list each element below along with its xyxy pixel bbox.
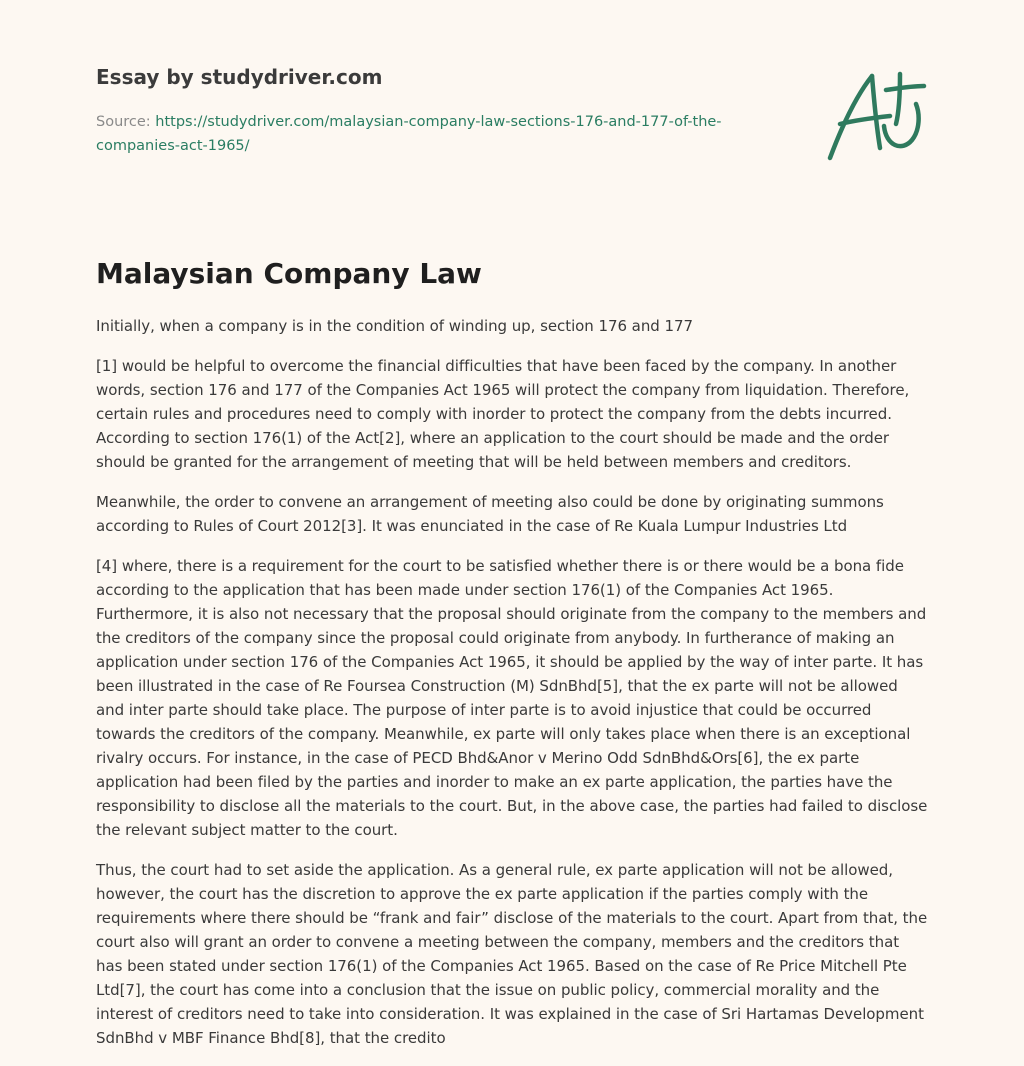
brand-title: Essay by studydriver.com [96, 65, 383, 89]
paragraph: Thus, the court had to set aside the application. As a general rule, ex parte application will not be allowed, however, the court has the discretion to approve the ex parte application if the parties comply with the requirements where there should be “frank and fair” disclose of the materials to the court. Apart from that, the court also will grant an order to convene a meeting between the company, members and the creditors that has been stated under section 176(1) of the Companies Act 1965. Based on the case of Re Price Mitchell Pte Ltd[7], the court has come into a conclusion that the issue on public policy, commercial morality and the interest of creditors need to take into consideration. It was explained in the case of Sri Hartamas Development SdnBhd v MBF Finance Bhd[8], that the credito [96, 861, 928, 1047]
source-link[interactable]: https://studydriver.com/malaysian-company-law-sections-176-and-177-of-the-companies-act-1965/ [96, 114, 722, 154]
paragraph: [4] where, there is a requirement for the court to be satisfied whether there is or there would be a bona fide according to the application that has been made under section 176(1) of the Companies Act 1965. Furthermore, it is also not necessary that the proposal should originate from the company to the members and the creditors of the company since the proposal could originate from anybody. In furtherance of making an application under section 176 of the Companies Act 1965, it should be applied by the way of inter parte. It has been illustrated in the case of Re Foursea Construction (M) SdnBhd[5], that the ex parte will not be allowed and inter parte should take place. The purpose of inter parte is to avoid injustice that could be occurred towards the creditors of the company. Meanwhile, ex parte will only takes place when there is an exceptional rivalry occurs. For instance, in the case of PECD Bhd&Anor v Merino Odd SdnBhd&Ors[6], the ex parte application had been filed by the parties and inorder to make an ex parte application, the parties have the responsibility to disclose all the materials to the court. But, in the above case, the parties had failed to disclose the relevant subject matter to the court. [96, 557, 928, 839]
article-body [96, 314, 930, 1066]
article-title: Malaysian Company Law [96, 257, 482, 290]
paragraph: Meanwhile, the order to convene an arrangement of meeting also could be done by originating summons according to Rules of Court 2012[3]. It was enunciated in the case of Re Kuala Lumpur Industries Ltd [96, 493, 884, 535]
document-header [96, 62, 796, 158]
a-plus-grade-icon [820, 66, 930, 166]
source-label: Source: [96, 114, 156, 130]
paragraph: [1] would be helpful to overcome the financial difficulties that have been faced by the company. In another words, section 176 and 177 of the Companies Act 1965 will protect the company from liquidation. Therefore, certain rules and procedures need to comply with inorder to protect the company from the debts incurred. According to section 176(1) of the Act[2], where an application to the court should be made and the order should be granted for the arrangement of meeting that will be held between members and creditors. [96, 357, 910, 471]
paragraph: Initially, when a company is in the condition of winding up, section 176 and 177 [96, 317, 693, 335]
source-line [96, 110, 796, 158]
